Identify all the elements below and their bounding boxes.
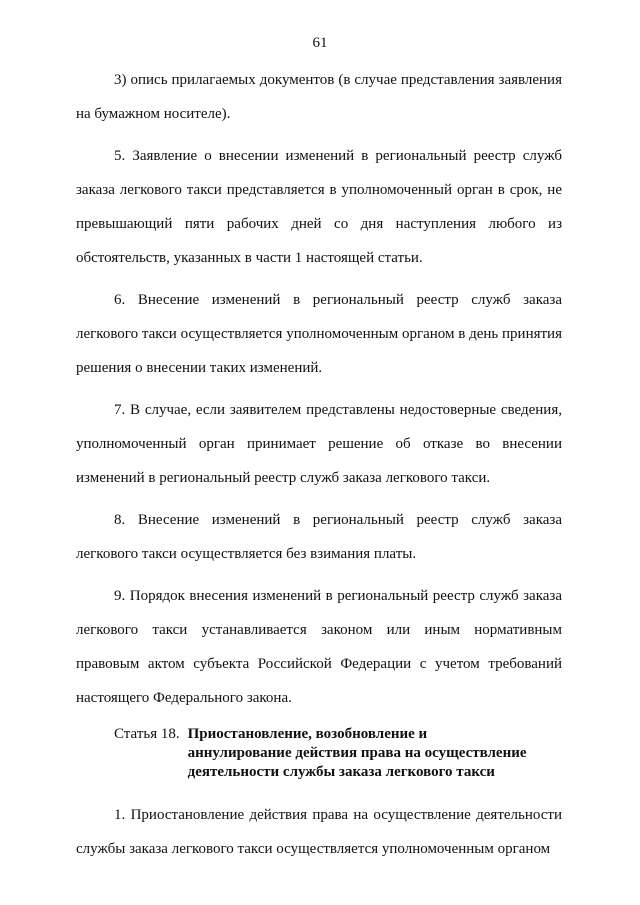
article-heading (76, 725, 562, 782)
paragraph-part-8: 8. Внесение изменений в региональный реестр служб заказа легкового такси осуществляется без взимания платы. (76, 512, 562, 562)
paragraph-part-6: 6. Внесение изменений в региональный реестр служб заказа легкового такси осуществляется уполномоченным органом в день принятия решения о внесении таких изменений. (76, 292, 562, 376)
paragraph-part-9: 9. Порядок внесения изменений в региональный реестр служб заказа легкового такси устанавливается законом или иным нормативным правовым актом субъекта Российской Федерации с учетом требований настоящего Федерального закона. (76, 588, 562, 706)
paragraph-part-5: 5. Заявление о внесении изменений в региональный реестр служб заказа легкового такси представляется в уполномоченный орган в срок, не превышающий пяти рабочих дней со дня наступления любого из обстоятельств, указанных в части 1 настоящей статьи. (76, 148, 562, 266)
article-number: Статья 18. (114, 726, 180, 742)
article-18-part-1: 1. Приостановление действия права на осуществление деятельности службы заказа легкового такси осуществляется уполномоченным органом (76, 807, 562, 857)
document-body (76, 63, 562, 874)
page-number: 61 (312, 35, 328, 51)
paragraph-item-3: 3) опись прилагаемых документов (в случае представления заявления на бумажном носителе). (76, 72, 562, 122)
article-title: Приостановление, возобновление и аннулирование действия права на осуществление деятельности службы заказа легкового такси (187, 726, 527, 780)
paragraph-part-7: 7. В случае, если заявителем представлены недостоверные сведения, уполномоченный орган принимает решение об отказе во внесении изменений в региональный реестр служб заказа легкового такси. (76, 402, 562, 486)
